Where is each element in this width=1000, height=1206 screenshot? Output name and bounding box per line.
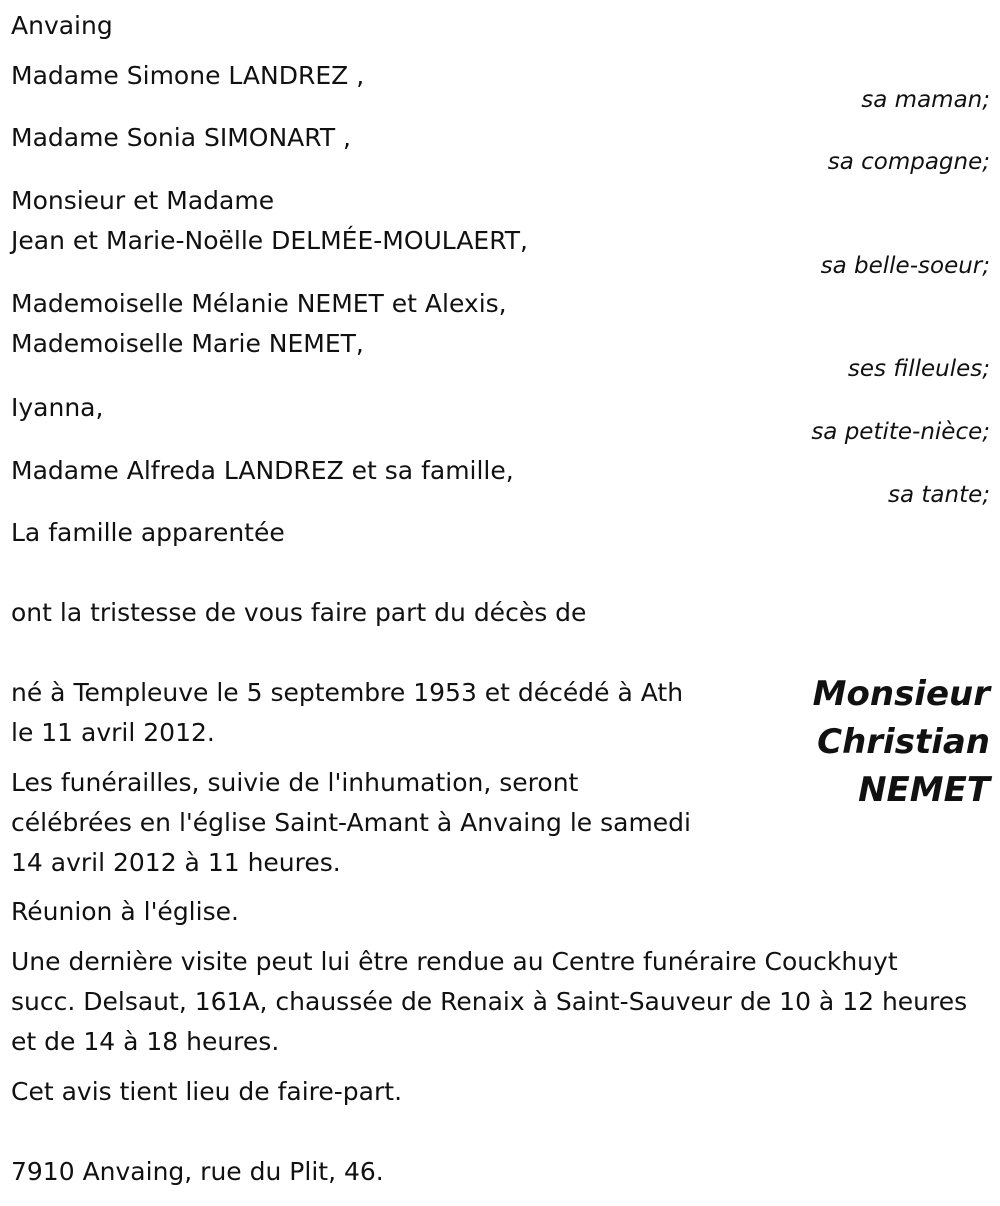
family-member-aunt: Madame Alfreda LANDREZ et sa famille, xyxy=(11,456,514,485)
announcement-text: ont la tristesse de vous faire part du décès de xyxy=(11,598,587,627)
family-member-goddaughter-1: Mademoiselle Mélanie NEMET et Alexis, xyxy=(11,289,507,318)
meeting-text: Réunion à l'église. xyxy=(11,897,239,926)
family-member-inlaws-line1: Monsieur et Madame xyxy=(11,186,275,215)
relation-partner: sa compagne; xyxy=(827,149,990,175)
family-member-inlaws-line2: Jean et Marie-Noëlle DELMÉE-MOULAERT, xyxy=(11,226,528,255)
funeral-line2: célébrées en l'église Saint-Amant à Anvaing le samedi xyxy=(11,808,691,837)
town-heading: Anvaing xyxy=(11,11,113,40)
funeral-line3: 14 avril 2012 à 11 heures. xyxy=(11,848,341,877)
visit-line2: succ. Delsaut, 161A, chaussée de Renaix à Saint-Sauveur de 10 à 12 heures xyxy=(11,987,968,1016)
deceased-last-name: NEMET xyxy=(858,770,990,810)
relation-goddaughters: ses filleules; xyxy=(847,356,990,382)
deceased-title: Monsieur xyxy=(812,674,990,714)
notice-text: Cet avis tient lieu de faire-part. xyxy=(11,1077,403,1106)
relation-grandniece: sa petite-nièce; xyxy=(811,419,990,445)
family-member-partner: Madame Sonia SIMONART , xyxy=(11,123,351,152)
relation-mother: sa maman; xyxy=(861,87,990,113)
birth-death-line2: le 11 avril 2012. xyxy=(11,718,215,747)
family-member-mother: Madame Simone LANDREZ , xyxy=(11,61,365,90)
visit-line1: Une dernière visite peut lui être rendue au Centre funéraire Couckhuyt xyxy=(11,947,898,976)
address-text: 7910 Anvaing, rue du Plit, 46. xyxy=(11,1157,384,1186)
relation-aunt: sa tante; xyxy=(888,482,990,508)
family-member-grandniece: Iyanna, xyxy=(11,393,104,422)
relation-inlaws: sa belle-soeur; xyxy=(820,253,990,279)
visit-line3: et de 14 à 18 heures. xyxy=(11,1027,280,1056)
family-extended: La famille apparentée xyxy=(11,518,285,547)
deceased-name xyxy=(813,670,990,814)
funeral-line1: Les funérailles, suivie de l'inhumation, seront xyxy=(11,768,579,797)
family-member-goddaughter-2: Mademoiselle Marie NEMET, xyxy=(11,329,364,358)
deceased-first-name: Christian xyxy=(817,722,990,762)
birth-death-line1: né à Templeuve le 5 septembre 1953 et décédé à Ath xyxy=(11,678,684,707)
